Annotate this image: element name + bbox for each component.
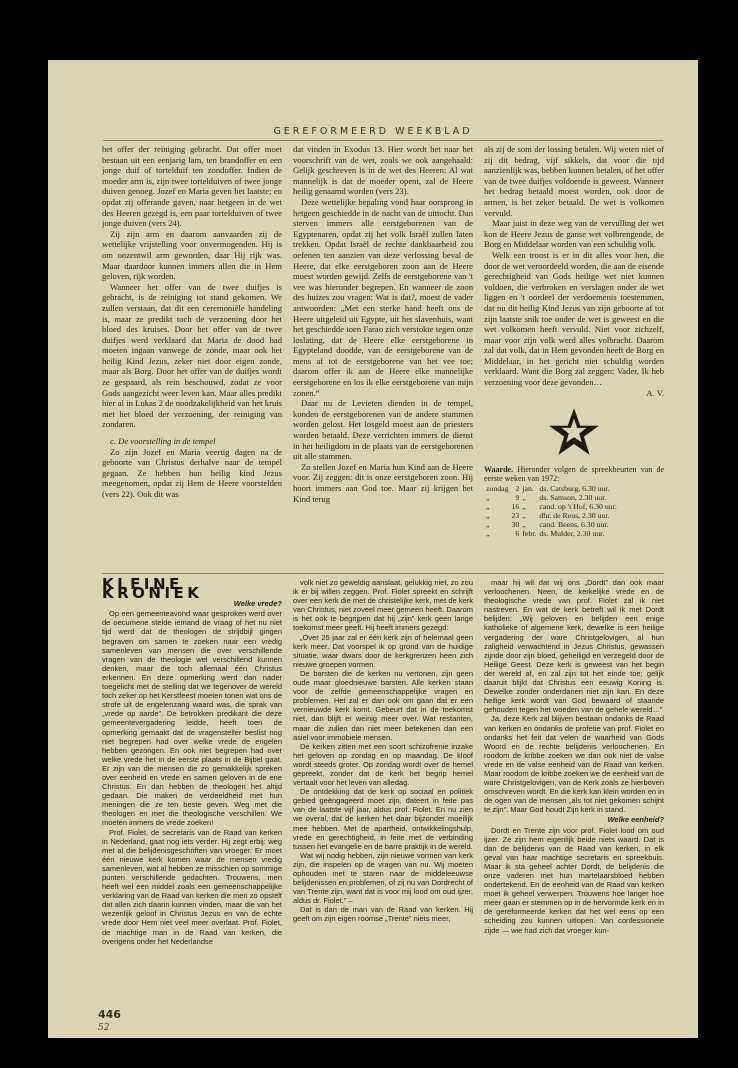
paragraph: Wat wij nodig hebben, zijn nieuwe vormen van kerk zijn, die inspelen op de vragen van nu. Wij moeten ophouden met te staren naar de middeleeuwse belijdenissen en problemen, of zij nu van Dordrecht of van Trente zijn, want dat is voor mij lood om oud ijzer, aldus dr. Fiolet.” –: [293, 850, 473, 906]
paragraph: als zij de som der lossing betalen. Wij weten niet of zij dit bedrag, vijf sikkels, dat voor die tijd aanzienlijk was, hebben kunnen betalen, of het offer van de twee duifjes voldoende is geweest. Wanneer het bedrag betaald moest worden, ook door de armen, is het zeker betaald. De wet is volkomen vervuld.: [484, 144, 664, 218]
paragraph: De kerken zitten met een soort schizofrenie inzake het geloven op zondag en op maandag. De kloof wordt steeds groter. Op zondag wordt over de hemel gepreekt, zonder dat de kerk het begrip hemel vertaalt voor het leven van alledag.: [293, 741, 473, 788]
page-header-title: GEREFORMEERD WEEKBLAD: [273, 126, 473, 137]
paragraph: maar hij wil dat wij ons „Dordt” dan ook maar verloochenen. Neen, de kerkelijke vrede en de theologische vrede van prof. Fiolet zal ik niet nastreven. En wat de kerk betreft wil ik met Dordt belijden: „Wij geloven en belijden een enige katholieke of algemene kerk, dewelke is een heilige vergadering der ware Christgelovigen, al hun zaligheid verwachtend in Jezus Christus, gewassen zijnde door zijn bloed, geheiligd en verzegeld door de Heilige Geest. Deze kerk is geweest van het begin der wereld af, en zal zijn tot het einde toe; gelijk daaruit blijkt dat Christus een eeuwig Koning is. Dewelke zonder onderdanen niet zijn kan. En deze heilige kerk wordt van God bewaard of staande gehouden tegen het woeden van de gehele wereld…”: [484, 578, 664, 715]
schedule-date: 6: [515, 528, 520, 538]
schedule-date: 16: [511, 501, 520, 511]
schedule-date: 30: [511, 519, 520, 529]
kroniek-column-3: [484, 578, 664, 993]
section-title: KLEINE KRONIEK: [102, 578, 203, 603]
paragraph: Deze wettelijke bepaling vond haar oorsprong in hetgeen geschiedde in de nacht van de uittocht. Dan sterven immers alle eerstgeborenen van de Egyptenaren, opdat zij het volk Israël zullen laten trekken. Opdat Israël de rechte dankbaarheid zou oefenen ten aanzien van deze verlossing beval de Heere, dat elke eerstgeboren zoon aan de Heere moest worden gewijd. Zelfs de eerstgeborene van 't vee was hieronder begrepen. En wanneer de zoon des huizes zou vragen: Wat is dat?, moest de vader antwoorden: „Met een sterke hand heeft ons de Heere uitgeleid uit Egypte, uit het slavenhuis, want het geschiedde toen Farao zich verstokte tegen onze loslating, dat de Heere elke eerstgeborene in Egypteland doodde, van de eerstgeborene van de mens af tot de eerstgeborene van het vee toe; daarom offer ik aan de Heere elke mannelijke eerstgeborene en los ik elke eerstgeborene van mijn zonen.”: [293, 196, 473, 398]
section-divider: [102, 573, 664, 574]
kroniek-column-1: [102, 578, 282, 993]
schedule-label: Waarde.: [484, 464, 514, 474]
paragraph: Prof. Fiolet, de secretaris van de Raad van kerken in Nederland, gaat nog iets verder. Hij zegt erbij: weg met al die belijdenisgeschriften van vroeger. Er moet één nieuwe kerk komen waar de mensen vredig samenleven, wat al hebben ze misschien op sommige punten verschillende gedachten. Trouwens, men heeft wel een middel zoals een gemeenschappelijke verklaring van de Raad van kerken die men zo opstelt dat allen zich daarin kunnen vinden, maar die van het wezenlijk geloof in Christus Jezus en van de echte vrede door Hem niet veel meer overlaat. Prof. Fiolet, de machtige man in de Raad van kerken, die overigens onder het Nederlandse: [102, 827, 282, 946]
paragraph: De barsten die de kerken nu vertonen, zijn geen oude maar gloednieuwe barsten. Alle kerken staan voor de zelfde gemeenschappelijke vragen en problemen. Het zal er dan ook om gaan dat er een vernieuwde kerk komt. Gebeurt dat in de toekomst niet, dan blijft er weinig meer over. Wat restanten, maar die zullen dan niet meer betekenen dan een asiel voor immobiele mensen.: [293, 668, 473, 742]
paragraph: De ontdekking dat de kerk op sociaal en politiek gebied geëngageerd moet zijn, dateert in feite pas van de laatste vijf jaar, aldus prof. Fiolet. En nu zien we overal, dat de kerken het daar bijzonder moeilijk mee hebben. Met de apartheid, ontwikkelingshulp, vrede en gerechtigheid, in feite met de verbinding tussen het evangelie en de barre praktijk in de wereld.: [293, 787, 473, 851]
schedule-mon: jan.: [522, 483, 534, 493]
schedule-mon: „: [522, 492, 526, 502]
page-number: 446: [98, 1008, 121, 1021]
schedule-date: 9: [515, 492, 520, 502]
schedule-row: [486, 484, 620, 493]
schedule-day: „: [486, 510, 490, 520]
kroniek-column-2: [293, 578, 473, 993]
paragraph: Zij zijn arm en daarom aanvaarden zij de wettelijke vrijstelling voor onvermogenden. Hij is om onzentwil arm geworden, daar Hij rijk was. Maar daardoor kunnen immers allen die in Hem geloven, rijk worden.: [102, 228, 282, 282]
runin-heading: Welke eenheid?: [607, 815, 664, 825]
schedule-row: [486, 511, 620, 520]
paragraph: het offer der reiniging gebracht. Dat offer moet bestaan uit een eenjarig lam, ten brandoffer en een jonge duif of tortelduif ten zondoffer. Indien de moeder arm is, zijn twee tortelduiven of twee jonge duiven genoeg. Jozef en Maria geven het laatste; en opdat zij offerande gaven, naar hetgeen in de wet des Heeren gezegd is, een paar tortelduiven of twee jonge duiven (vers 24).: [102, 144, 282, 229]
paragraph: Daar nu de Levieten dienden in de tempel, konden de eerstgeborenen van de andere stammen worden gelost. Het losgeld moest aan de priesters worden betaald. Deze verrichten immers de dienst in het heiligdom in de plaats van de eerstgeborenen uit alle stammen.: [293, 398, 473, 462]
kleine-kroniek-section: [102, 578, 664, 993]
author-signature: A. V.: [646, 387, 664, 398]
schedule-mon: „: [522, 501, 526, 511]
schedule-date: 2: [515, 483, 520, 493]
paragraph: Welk een troost is er in dit alles voor hen, die door de wet veroordeeld worden, die aan de eisende gerechtigheid van Gods heilige wet niet kunnen voldoen, die verbroken en verslagen onder de wet liggen en 't oordeel der verdoemenis toestemmen, dat nu dit heilig Kind Jezus van zijn geboorte af tot zijn laatste snik toe onder de wet is geweest en die wet volkomen heeft vervuld. Niet voor zichzelf, maar voor zijn volk werd alles volbracht. Daarom zal dat volk, dat in Hem gevonden heeft de Borg en Middelaar, in het gericht niet schuldig worden verklaard. Want die Borg zal zeggen: Vader, Ik heb verzoening voor deze gevonden…: [484, 249, 664, 388]
schedule-row: [486, 502, 620, 511]
newspaper-page: [48, 60, 698, 1038]
paragraph: Maar juist in deze weg van de vervulling der wet kon de Heere Jezus de gansе wet volbrengende, de Borg en Middelaar worden van een schuldig volk.: [484, 218, 664, 250]
schedule-day: zondag: [486, 483, 509, 493]
paragraph: Zo zijn Jozef en Maria veertig dagen na de geboorte van Christus derhalve naar de tempel gegaan. Ze hebben hun heilig kind Jezus meegenomen, opdat zij Hem de Heere voorstelden (vers 22). Ook dit was: [102, 446, 282, 499]
paragraph: Dordt en Trente zijn voor prof. Fiolet lood om oud ijzer. Ze zijn hem eigenlijk beide niets waard. Dat is dan de belijdenis van de Raad van kerken, in elk geval van haar machtige secretaris en spreekbuis. Maar ik sta geheel achter Dordt, de belijdenis die onze vaderen met hun martelaarsbloed hebben ondertekend. En de eenheid van de Raad van kerken moet ik geheel verwerpen. Trouwens hoe langer hoe meer gaan er stemmen op in de hervormde kerk en in de gereformeerde kerken dat het wel eens op een scheiding zou kunnen uitlopen. Van confessionele zijde — wie had zich dat vroeger kun-: [484, 825, 664, 935]
schedule-intro-text: Hieronder volgen de spreekbeurten van de eerste weken van 1972:: [484, 464, 664, 484]
header-rule: [103, 140, 663, 141]
paragraph: Zo stellen Jozef en Maria hun Kind aan de Heere voor. Zij zeggen: dit is onze eerstgeboren zoon. Hij hoort immers aan God toe. Maar zij krijgen het Kind terug: [293, 461, 473, 504]
schedule-who: dhr. de Reus, 2.30 uur.: [539, 510, 610, 520]
paragraph: Wanneer het offer van de twee duifjes is gebracht, is de reiniging tot stand gekomen. We zullen verstaan, dat dit een ceremoniële handeling is, maar ze predikt toch de verzoening door het bloed des kruises. Door het offer van de twee duifjes werd verklaard dat Maria de dood had moeten ingaan vanwege de zonde, maar ook het heilig Kind Jezus, zeker niet door eigen zonde, maar als Borg. Door het offer van de duifjes wordt ze gespaard, als rein beschouwd, zodat ze voor Gods aangezicht weer leven kan. Maar alles predikt hier al in Lukas 2 de noodzakelijkheid van het kruis met het bloed der verzoening, der reiniging van zondaren.: [102, 281, 282, 430]
star-ornament: [484, 406, 664, 461]
schedule-day: „: [486, 501, 490, 511]
article-column-3: [484, 144, 664, 569]
preaching-schedule: [486, 484, 620, 538]
schedule-day: „: [486, 528, 490, 538]
schedule-mon: febr.: [522, 528, 537, 538]
schedule-who: ds. Samson, 2.30 uur.: [539, 492, 607, 502]
paragraph: dat vinden in Exodus 13. Hier wordt het naar het voorschrift van de wet, zoals we ook aangehaald: Gelijk geschreven is in de wet des Heeren: Al wat mannelijk is dat de moeder opent, zal de Heere heilig genaamd worden (vers 23).: [293, 144, 473, 197]
schedule-row: [486, 529, 620, 538]
article-top: [102, 144, 664, 569]
schedule-mon: „: [522, 519, 526, 529]
schedule-row: [486, 493, 620, 502]
schedule-row: [486, 520, 620, 529]
paragraph: Dat is dan de man van de Raad van kerken. Hij geeft om zijn eigen roomse „Trente” niets meer,: [293, 905, 473, 924]
article-column-2: [293, 144, 473, 569]
schedule-day: „: [486, 519, 490, 529]
schedule-who: cand. Beens, 6.30 uur.: [539, 519, 609, 529]
schedule-day: „: [486, 492, 490, 502]
schedule-mon: „: [522, 510, 526, 520]
schedule-who: cand. op 't Hof, 6.30 uur.: [539, 501, 617, 511]
section-subheading: c. De voorstelling in de tempel: [110, 436, 216, 447]
paragraph: volk niet zo geweldig aanslaat, gelukkig niet, zo zou ik er bij willen zeggen. Prof. Fiolet spreekt en schrijft over een kerk die met de christelijke kerk, met de kerk van Christus, niet zoveel meer gemeen heeft. Daarom is het ook te begrijpen dat hij „zijn” kerk geen lange toekomst meer geeft. Hij heeft immers gezegd:: [293, 578, 473, 633]
schedule-date: 23: [511, 510, 520, 520]
schedule-who: ds. Mulder, 2.30 uur.: [539, 528, 605, 538]
paragraph: Op een gemeenteavond waar gesproken werd over de oecumene stelde iemand de vraag of het nu niet tijd werd dat de theologen de strijdbijl gingen begraven om samen te zoeken naar een vredig samenleven van mensen die over verschillende vragen van de theologie wel verschillend kunnen denken, maar die toch allemaal één Christus erkennen. En deze opmerking werd dan nader toegelicht met de stelling dat we tegenover de wereld toch zeker op het Kerstfeest moeten tonen wat ons de strofe uit de engelenzang waard was, die sprak van „vrede op aarde”. De betrokken predikant die deze gemeentevergadering leidde, heeft toen de opmerking gemaakt dat de vragensteller beslist nog niet begrepen had over welke vrede de engelen hebben gezongen. En ook niet begrepen had over welke vrede het in de eerste plaats in de Bijbel gaat. Er zijn van die mensen die zo gemakkelijk spreken over eenheid en vrede en samen geloven in de ene Christus. En dan hebben de theologen het altijd gedaan. Die maken de verdeeldheid met hun meningen die ze ten beste geven. Weg met die theologen en met die theologische verschillen. We moeten immers de vrede zoeken!: [102, 609, 282, 828]
schedule-who: ds. Catsburg, 6.30 uur.: [539, 483, 610, 493]
star-icon: [548, 406, 600, 458]
schedule-intro: [484, 465, 664, 484]
handwritten-page-note: 52: [98, 1023, 110, 1033]
paragraph: „Over 25 jaar zal er één kerk zijn of helemaal geen kerk meer. Dat voorspel ik op grond van de huidige situatie, waar dwars door de kerkgrenzen heen zich nieuwe groepen vormen.: [293, 632, 473, 669]
runin-heading: Welke vrede?: [233, 599, 282, 609]
article-column-1: [102, 144, 282, 569]
paragraph: Ja, deze Kerk zal blijven bestaan ondanks de Raad van kerken en ondanks de profetie van prof. Fiolet en ondanks het feit dat velen de waarheid van Gods Woord en de rechte belijdenis verloochenen. En roodom de kribbe zoeken we dan ook niet de valse vrede en de valse eenheid van de Raad van kerken. Maar roodom de kribbe zoeken we de eenheid van de ware Christgelovigen, van de Kerk zoals ze hierboven omschreven wordt. En die kerk kan klein worden en in de ogen van de mensen „als tot niet gekomen schijnt te zijn”. Maar God houdt Zijn kerk in stand.: [484, 714, 664, 815]
